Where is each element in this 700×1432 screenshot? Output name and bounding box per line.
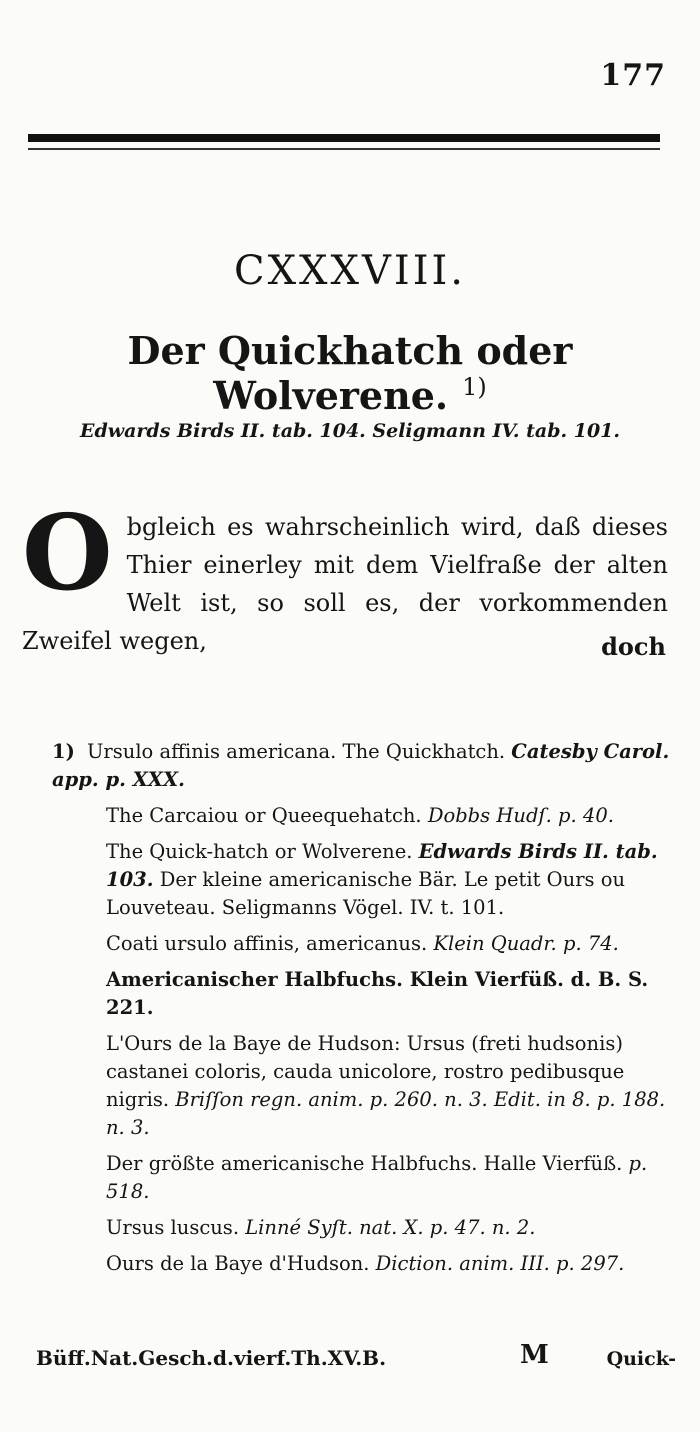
footnote bbox=[52, 1150, 672, 1206]
footnote-text: Ursus luscus. bbox=[106, 1216, 240, 1239]
footnote-citation: Linné Syſt. nat. X. p. 47. n. 2. bbox=[245, 1216, 536, 1239]
footnote-citation: Klein Quadr. p. 74. bbox=[433, 932, 619, 955]
footnote-text: L'Ours de la Baye de Hudson: Ursus (freti hudsonis) castanei coloris, cauda unicolore, rostro pedibusque nigris. bbox=[106, 1032, 625, 1111]
footnote bbox=[52, 1214, 672, 1242]
footnote-marker: 1) bbox=[52, 740, 75, 763]
title-note-marker: 1) bbox=[462, 373, 487, 402]
footnote-text: Americanischer Halbfuchs. Klein Vierfüß. d. B. S. 221. bbox=[106, 968, 649, 1019]
footnote bbox=[52, 1250, 672, 1278]
footnote-citation: Dobbs Hudſ. p. 40. bbox=[427, 804, 614, 827]
footnote-citation: p. 518. bbox=[106, 1152, 648, 1203]
footnote-text: The Quick-hatch or Wolverene. bbox=[106, 840, 413, 863]
chapter-title: Der Quickhatch oder Wolverene. bbox=[127, 328, 573, 418]
body-paragraph bbox=[22, 491, 668, 660]
footnote-text: Ursulo affinis americana. The Quickhatch. bbox=[87, 740, 506, 763]
footnote-citation: Edwards Birds II. tab. 103. bbox=[106, 840, 658, 891]
signature-mark: M bbox=[520, 1340, 549, 1370]
footnote-text: Der größte americanische Halbfuchs. Halle Vierfüß. bbox=[106, 1152, 623, 1175]
footnote-text-continued: Der kleine americanische Bär. Le petit Ours ou Louveteau. Seligmanns Vögel. IV. t. 101. bbox=[106, 868, 626, 919]
page-number: 177 bbox=[600, 58, 666, 93]
footnote bbox=[52, 838, 672, 922]
footnote bbox=[52, 966, 672, 1022]
footnote-citation: Diction. anim. III. p. 297. bbox=[375, 1252, 625, 1275]
footnote-text: Coati ursulo affinis, americanus. bbox=[106, 932, 428, 955]
footnote-text: Ours de la Baye d'Hudson. bbox=[106, 1252, 370, 1275]
body-catch-line: doch bbox=[601, 632, 666, 661]
footnotes bbox=[52, 738, 672, 1286]
references-line: Edwards Birds II. tab. 104. Seligmann IV. tab. 101. bbox=[79, 420, 621, 442]
header-rule-thin bbox=[28, 148, 660, 150]
chapter-number: CXXXVIII. bbox=[233, 248, 467, 294]
footnote-citation: Briſſon regn. anim. p. 260. n. 3. Edit. in 8. p. 188. n. 3. bbox=[106, 1088, 666, 1139]
header-rule-thick bbox=[28, 134, 660, 142]
footnote bbox=[52, 802, 672, 830]
signature-line: Büff.Nat.Gesch.d.vierf.Th.XV.B. bbox=[36, 1346, 387, 1370]
chapter-title-block bbox=[0, 328, 700, 418]
footnote bbox=[52, 930, 672, 958]
footnote bbox=[52, 738, 672, 794]
footnote bbox=[52, 1030, 672, 1142]
catchword: Quick- bbox=[606, 1348, 676, 1370]
footnote-text: The Carcaiou or Queequehatch. bbox=[106, 804, 422, 827]
drop-cap: O bbox=[22, 491, 113, 614]
body-text: bgleich es wahrscheinlich wird, daß dieses Thier einerley mit dem Vielfraße der alten Welt ist, so soll es, der vorkommenden Zweifel wegen, bbox=[22, 513, 668, 655]
footnote-citation: Catesby Carol. app. p. XXX. bbox=[52, 740, 670, 791]
